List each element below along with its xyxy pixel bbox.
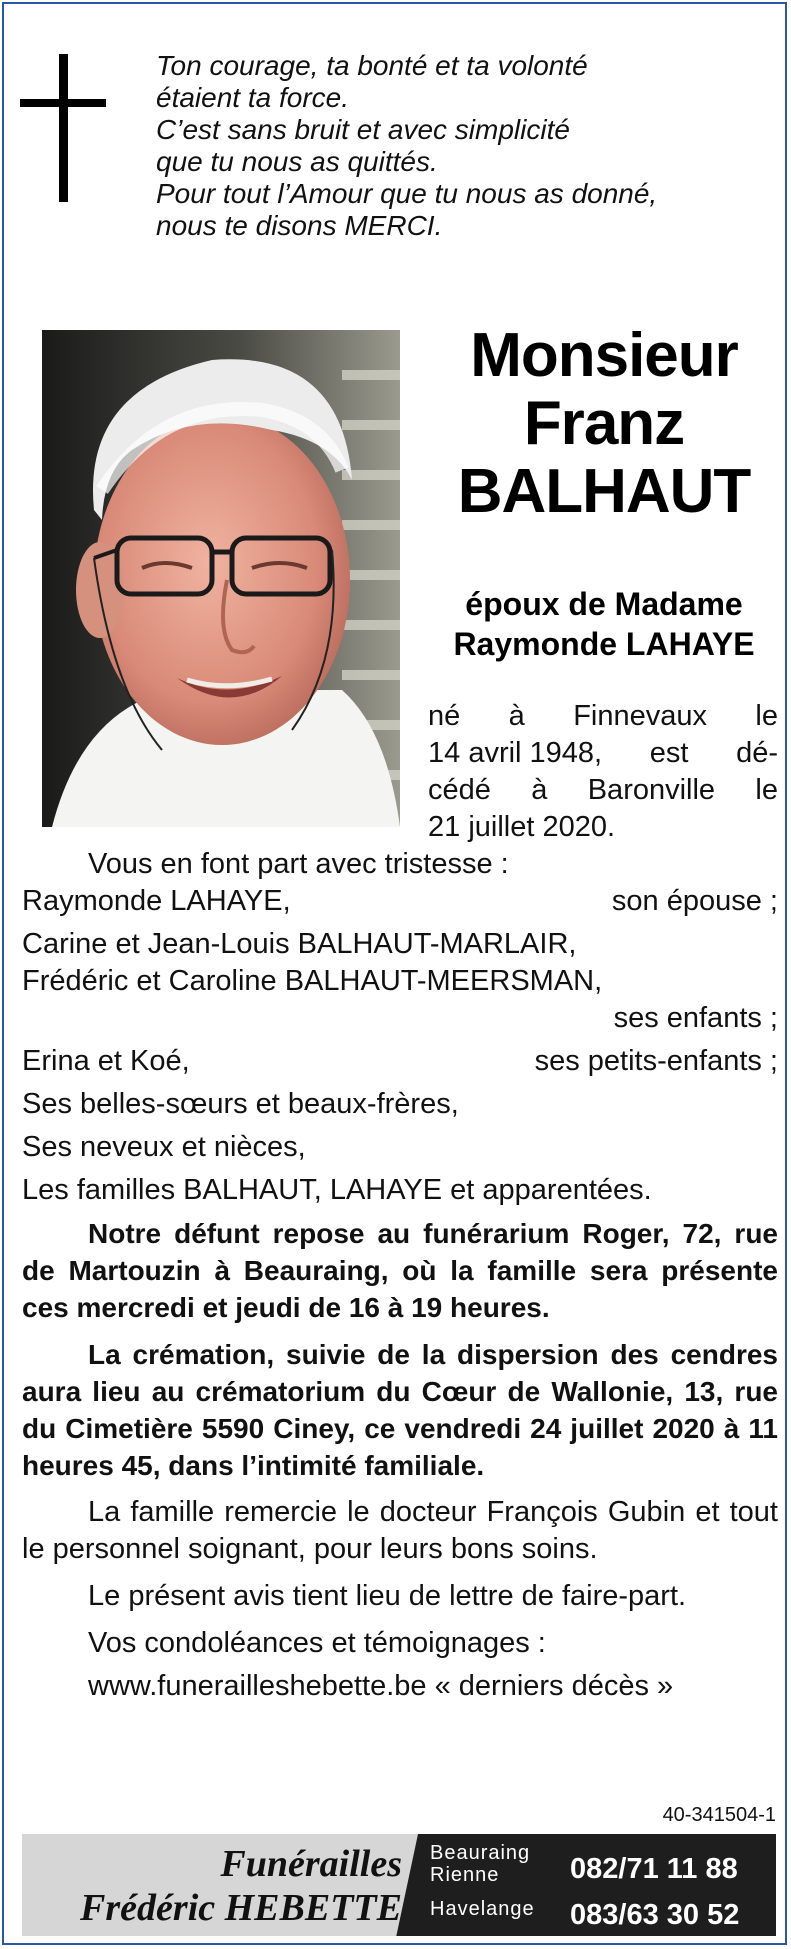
family-spouse: [22, 883, 778, 920]
faire-part-notice: Le présent avis tient lieu de lettre de faire-part.: [88, 1580, 687, 1612]
in-laws-line: Ses belles-sœurs et beaux-frères,: [22, 1088, 459, 1120]
phone-beauraing[interactable]: 082/71 11 88: [570, 1853, 738, 1885]
cremation-notice: La crémation, suivie de la dispersion des cendres aura lieu au crématorium du Cœur de Wallonie, 13, rue du Cimetière 5590 Ciney, ce vendredi 24 juillet 2020 à 11 heures 45, dans l’intimité familiale.: [22, 1339, 778, 1481]
location-rienne: Rienne: [430, 1864, 500, 1886]
word: à: [531, 774, 548, 806]
birth-line: [428, 809, 778, 846]
deceased-last-name: BALHAUT: [457, 457, 751, 526]
spouse-role: son épouse ;: [611, 885, 778, 917]
spouse-line-2: Raymonde LAHAYE: [453, 626, 755, 662]
word: est: [649, 737, 689, 769]
word: 14 avril 1948,: [428, 737, 603, 769]
location-beauraing: Beauraing: [430, 1842, 531, 1864]
word: 21 juillet 2020.: [428, 811, 616, 843]
poem-line: étaient ta force.: [156, 82, 350, 113]
deceased-title: Monsieur: [470, 321, 738, 390]
poem: [156, 50, 776, 242]
word: cédé: [428, 774, 491, 806]
portrait-photo: [42, 330, 400, 827]
poem-line: C’est sans bruit et avec simplicité: [156, 114, 570, 145]
word: le: [755, 774, 778, 806]
funerarium-notice: Notre défunt repose au funérarium Roger, 72, rue de Martouzin à Beauraing, où la famille sera présente ces mercredi et jeudi de 16 à 19 heures.: [22, 1218, 778, 1323]
family-grandchildren: [22, 1043, 778, 1080]
deceased-first-name: Franz: [523, 389, 685, 458]
thanks-notice: La famille remercie le docteur François Gubin et tout le personnel soignant, pour leurs bons soins.: [22, 1496, 778, 1565]
word: à: [508, 700, 525, 732]
location-havelange: Havelange: [430, 1898, 535, 1920]
brand-line-1: Funérailles: [220, 1843, 402, 1885]
word: Baronville: [587, 774, 716, 806]
obituary-frame: [2, 2, 787, 1945]
family-intro: Vous en font part avec tristesse :: [88, 848, 509, 880]
phone-havelange[interactable]: 083/63 30 52: [570, 1899, 740, 1931]
grandchildren-names: Erina et Koé,: [22, 1045, 190, 1077]
reference-number: 40-341504-1: [662, 1804, 776, 1826]
birth-line: [428, 698, 778, 735]
word: Finnevaux: [573, 700, 707, 732]
cross-icon: [20, 54, 106, 202]
poem-line: que tu nous as quittés.: [156, 146, 438, 177]
birth-death-info: [428, 698, 778, 846]
families-line: Les familles BALHAUT, LAHAYE et apparentées.: [22, 1174, 652, 1206]
birth-line: [428, 735, 778, 772]
locations: [430, 1842, 570, 1920]
word: le: [755, 700, 778, 732]
grandchildren-role: ses petits-enfants ;: [534, 1045, 778, 1077]
phone-numbers: [570, 1846, 770, 1936]
word: né: [428, 700, 461, 732]
child-line: Frédéric et Caroline BALHAUT-MEERSMAN,: [22, 965, 603, 997]
spouse-name: Raymonde LAHAYE,: [22, 885, 291, 917]
poem-line: Ton courage, ta bonté et ta volonté: [156, 50, 588, 81]
brand-line-2: Frédéric HEBETTE: [80, 1887, 402, 1929]
condolences-line: Vos condoléances et témoignages :: [88, 1627, 546, 1659]
spouse-line-1: époux de Madame: [465, 586, 743, 622]
word: dé-: [736, 737, 778, 769]
spouse-line: [434, 584, 774, 664]
birth-line: [428, 772, 778, 809]
poem-line: nous te disons MERCI.: [156, 210, 443, 241]
funeral-home-banner: [22, 1834, 776, 1936]
funeral-home-name: [32, 1842, 402, 1930]
obituary-body: [22, 846, 778, 1705]
website-link[interactable]: www.funerailleshebette.be « derniers décès »: [88, 1670, 674, 1702]
child-line: Carine et Jean-Louis BALHAUT-MARLAIR,: [22, 928, 577, 960]
nephews-line: Ses neveux et nièces,: [22, 1131, 306, 1163]
deceased-name: [434, 322, 774, 526]
poem-line: Pour tout l’Amour que tu nous as donné,: [156, 178, 658, 209]
children-role: ses enfants ;: [613, 1002, 778, 1034]
